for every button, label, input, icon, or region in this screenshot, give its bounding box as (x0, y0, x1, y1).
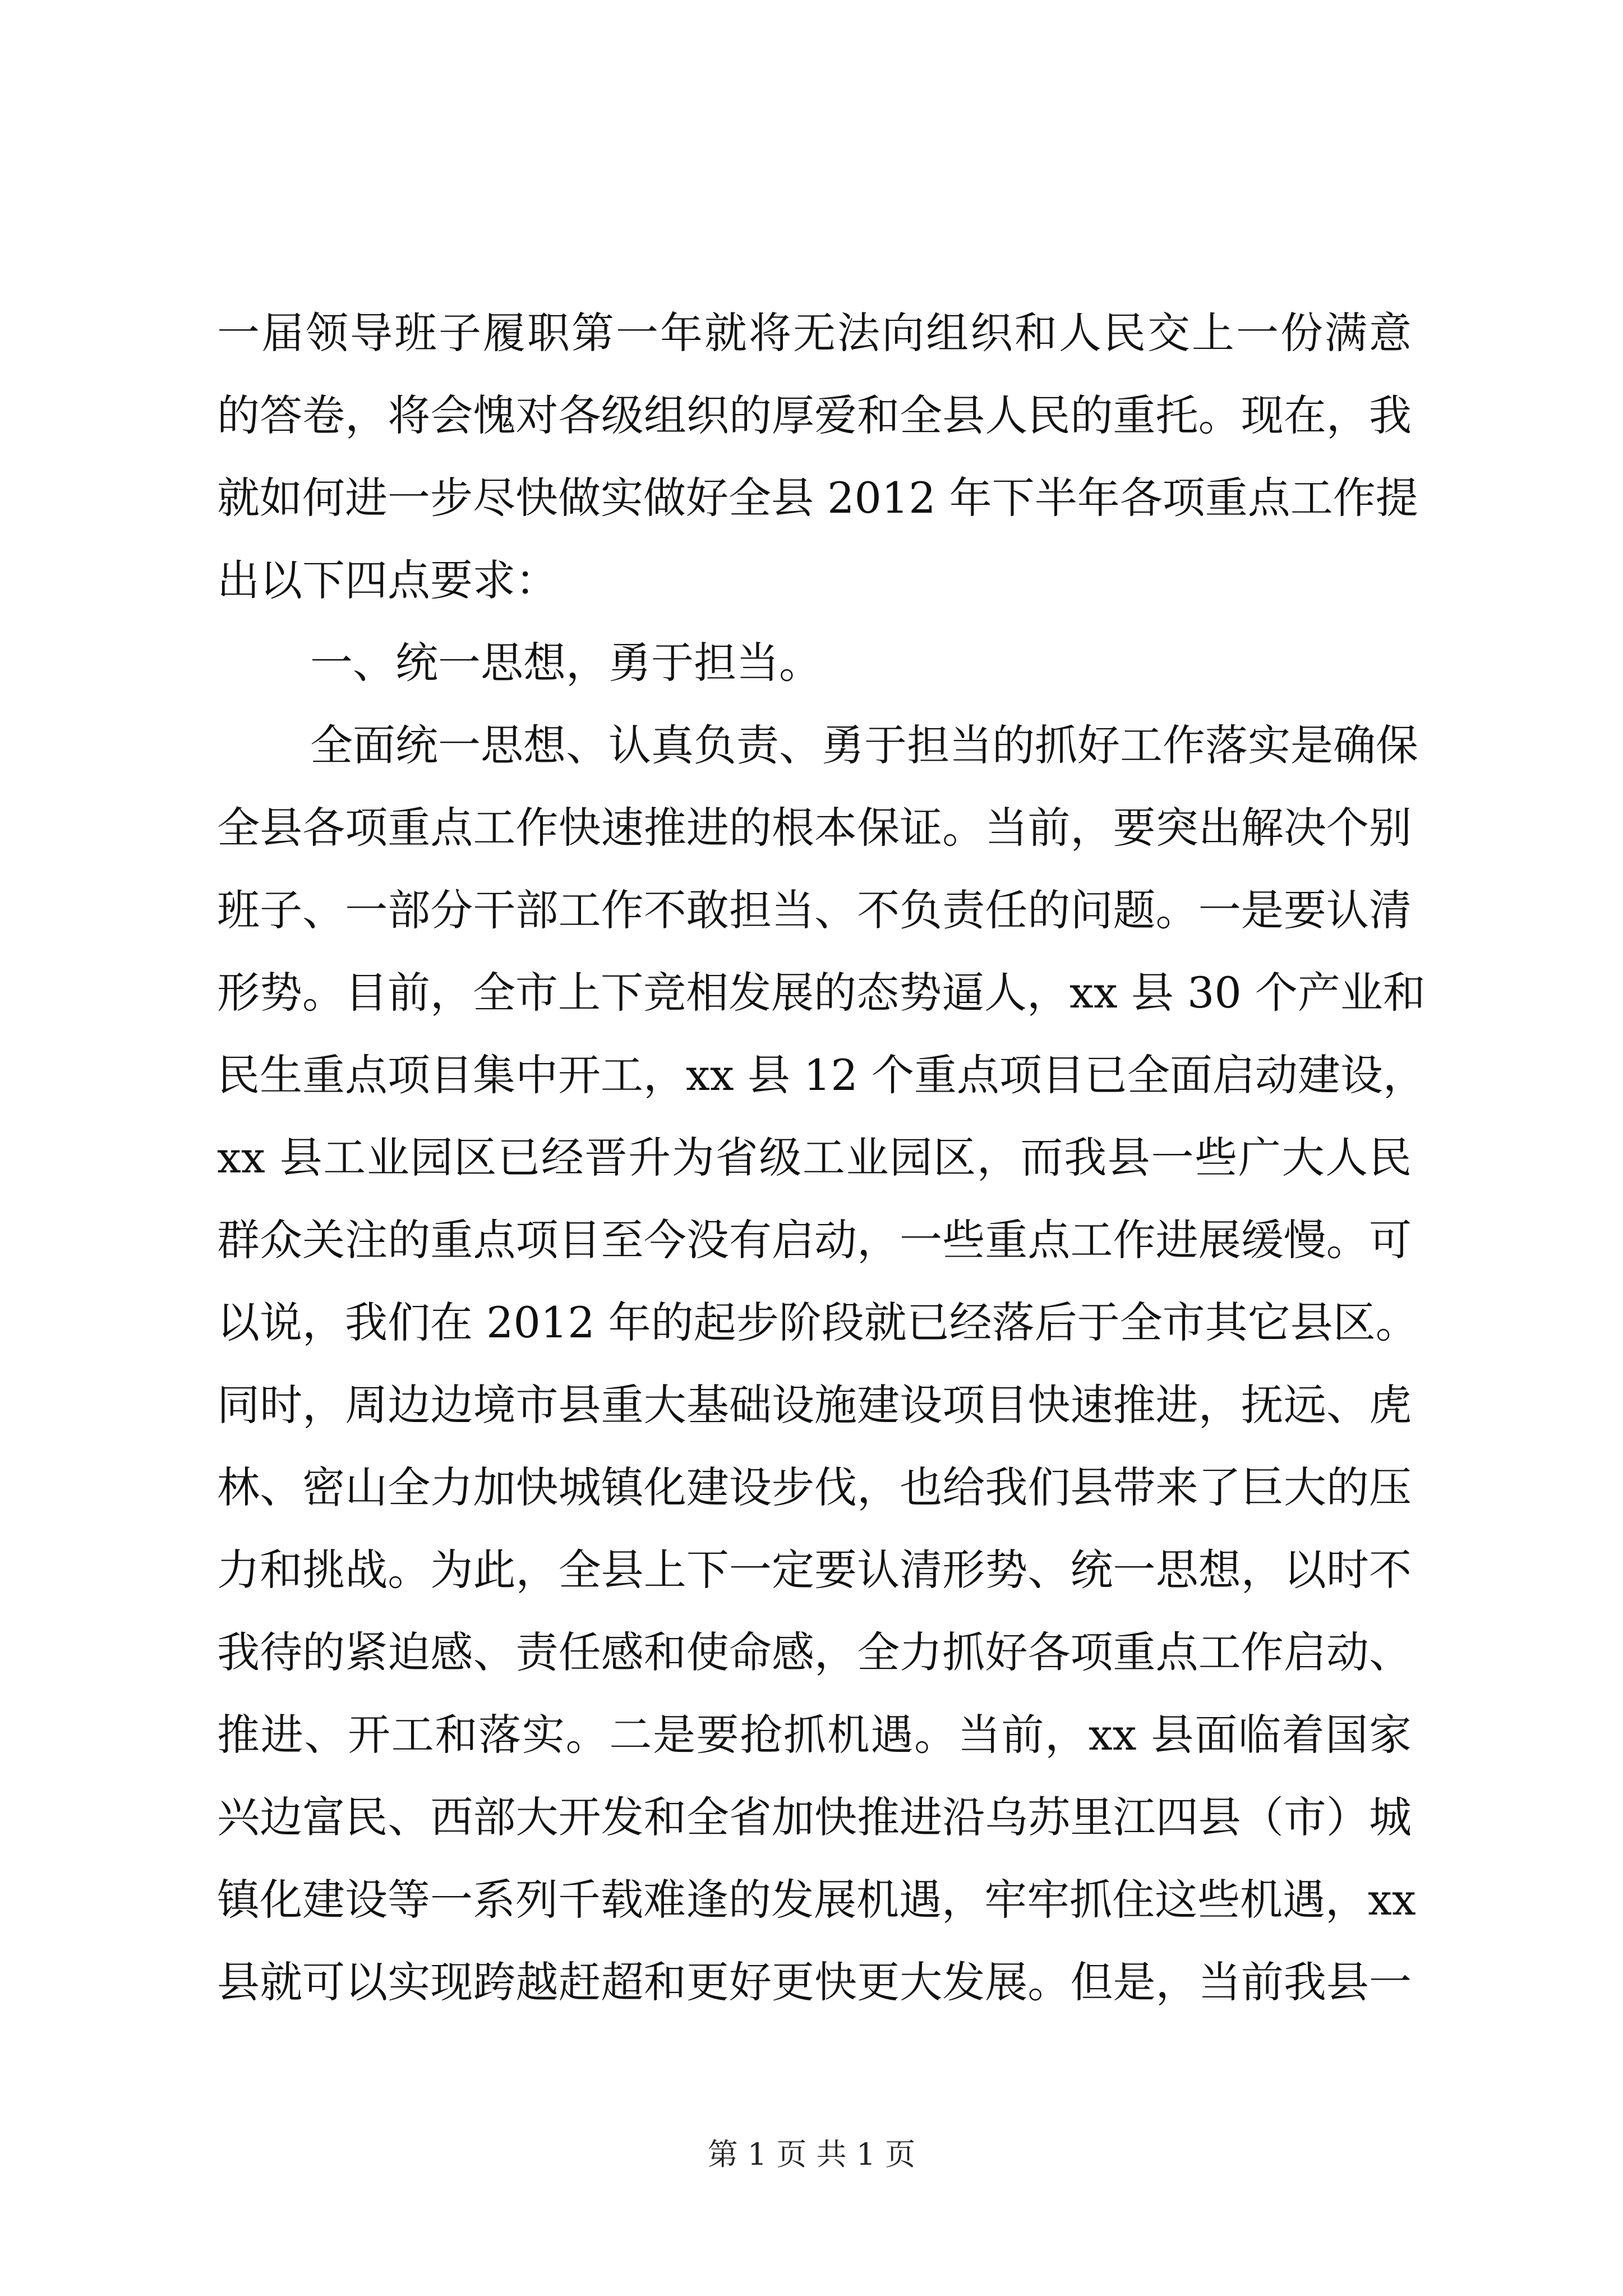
text-line: 形势。目前，全市上下竞相发展的态势逼人，xx 县 30 个产业和 (217, 968, 1426, 1018)
text-line: 力和挑战。为此，全县上下一定要认清形势、统一思想，以时不 (217, 1545, 1412, 1595)
page-footer: 第 1 页 共 1 页 (707, 2137, 916, 2172)
text-line: 的答卷，将会愧对各级组织的厚爱和全县人民的重托。现在，我 (217, 390, 1412, 440)
text-line: 出以下四点要求： (217, 555, 558, 605)
text-line: 林、密山全力加快城镇化建设步伐，也给我们县带来了巨大的压 (217, 1462, 1412, 1512)
text-line: 就如何进一步尽快做实做好全县 2012 年下半年各项重点工作提 (217, 473, 1418, 523)
text-line: 镇化建设等一系列千载难逢的发展机遇，牢牢抓住这些机遇，xx (217, 1875, 1416, 1925)
text-line: 兴边富民、西部大开发和全省加快推进沿乌苏里江四县（市）城 (217, 1792, 1412, 1842)
text-line: 民生重点项目集中开工，xx 县 12 个重点项目已全面启动建设， (217, 1050, 1426, 1100)
text-line: 全县各项重点工作快速推进的根本保证。当前，要突出解决个别 (217, 803, 1412, 853)
text-line: 一届领导班子履职第一年就将无法向组织和人民交上一份满意 (217, 308, 1412, 358)
text-line: 班子、一部分干部工作不敢担当、不负责任的问题。一是要认清 (217, 885, 1412, 935)
section-heading: 一、统一思想，勇于担当。 (310, 638, 822, 688)
text-line: 我待的紧迫感、责任感和使命感，全力抓好各项重点工作启动、 (217, 1627, 1412, 1677)
text-line: 县就可以实现跨越赶超和更好更快更大发展。但是，当前我县一 (217, 1957, 1412, 2007)
text-line: 全面统一思想、认真负责、勇于担当的抓好工作落实是确保 (310, 720, 1418, 770)
text-line: 推进、开工和落实。二是要抢抓机遇。当前，xx 县面临着国家 (217, 1710, 1412, 1760)
document-body (217, 292, 1426, 2023)
text-line: 同时，周边边境市县重大基础设施建设项目快速推进，抚远、虎 (217, 1380, 1412, 1430)
text-line: xx 县工业园区已经晋升为省级工业园区，而我县一些广大人民 (217, 1133, 1412, 1182)
text-line: 以说，我们在 2012 年的起步阶段就已经落后于全市其它县区。 (217, 1297, 1418, 1347)
text-line: 群众关注的重点项目至今没有启动，一些重点工作进展缓慢。可 (217, 1215, 1412, 1265)
